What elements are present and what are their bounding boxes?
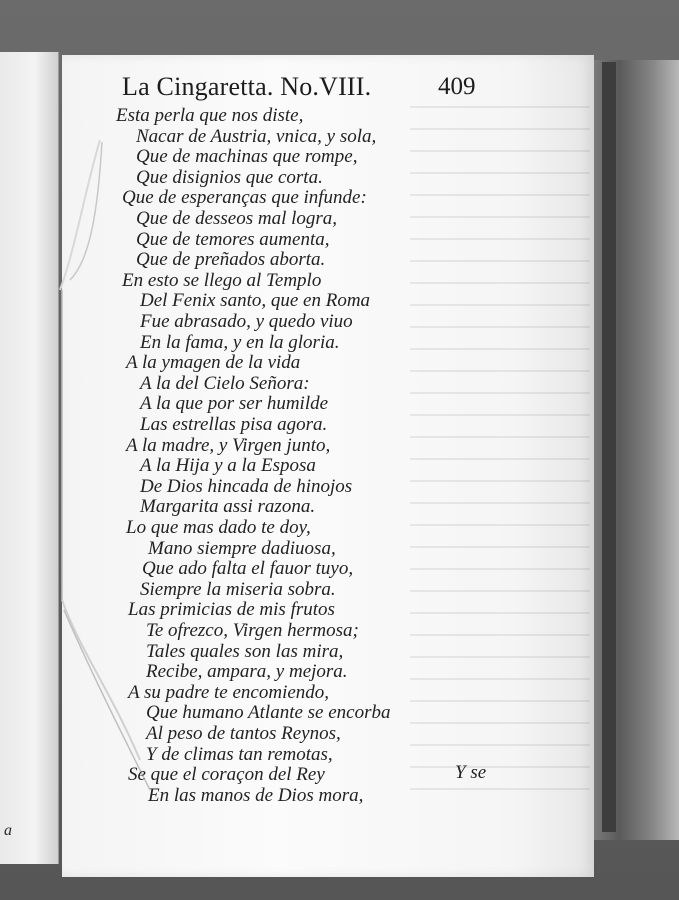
verse-line: En las manos de Dios mora, xyxy=(148,784,364,806)
verse-line: Que de temores aumenta, xyxy=(136,228,330,250)
verse-line: Que ado falta el fauor tuyo, xyxy=(142,558,354,580)
verse-line: Que de desseos mal logra, xyxy=(136,208,338,229)
verse-line: Se que el coraçon del Rey xyxy=(128,764,325,786)
verse-line: Margarita assi razona. xyxy=(140,496,316,518)
verse-line: Que disignios que corta. xyxy=(136,166,323,188)
verse-line: Recibe, ampara, y mejora. xyxy=(146,661,348,683)
verse-line: Fue abrasado, y quedo viuo xyxy=(140,311,353,332)
verse-line: A la ymagen de la vida xyxy=(126,352,301,374)
verse-line: Mano siempre dadiuosa, xyxy=(148,537,336,559)
page-number: 409 xyxy=(438,73,476,100)
verse-line: A la madre, y Virgen junto, xyxy=(126,434,331,456)
verse-line: En esto se llego al Templo xyxy=(122,269,322,291)
verse-line: Tales quales son las mira, xyxy=(146,640,344,662)
verse-line: En la fama, y en la gloria. xyxy=(140,331,340,353)
verse-line: Y de climas tan remotas, xyxy=(146,743,333,765)
verse-line: Que humano Atlante se encorba xyxy=(146,702,391,724)
verse-line: Lo que mas dado te doy, xyxy=(126,517,311,538)
verse-line: Que de preñados aborta. xyxy=(136,249,326,271)
verse-line: Del Fenix santo, que en Roma xyxy=(140,290,371,312)
verse-line: Que de esperanças que infunde: xyxy=(122,187,367,209)
verse-line: Siempre la miseria sobra. xyxy=(140,578,336,600)
catchword: Y se xyxy=(455,762,487,783)
verse-line: Nacar de Austria, vnica, y sola, xyxy=(136,125,377,147)
left-page-fragment: a xyxy=(4,822,12,839)
verse-line: Las estrellas pisa agora. xyxy=(140,414,328,435)
verse-line: A su padre te encomiendo, xyxy=(128,681,330,703)
bleed-through-text xyxy=(410,90,590,790)
verse-line: De Dios hincada de hinojos xyxy=(140,475,353,497)
verse-line: Que de machinas que rompe, xyxy=(136,146,358,168)
verse-line: Las primicias de mis frutos xyxy=(128,599,335,621)
left-page-edge xyxy=(0,52,59,864)
binding-shadow xyxy=(602,62,616,832)
verse-line: Al peso de tantos Reynos, xyxy=(146,723,341,744)
running-title: La Cingaretta. No.VIII. xyxy=(122,72,372,101)
verse-line: A la del Cielo Señora: xyxy=(140,372,310,394)
verse-line: Te ofrezco, Virgen hermosa; xyxy=(146,620,359,641)
verse-line: A la que por ser humilde xyxy=(140,393,329,415)
verse-line: A la Hija y a la Esposa xyxy=(140,455,316,477)
verse-line: Esta perla que nos diste, xyxy=(116,105,304,126)
